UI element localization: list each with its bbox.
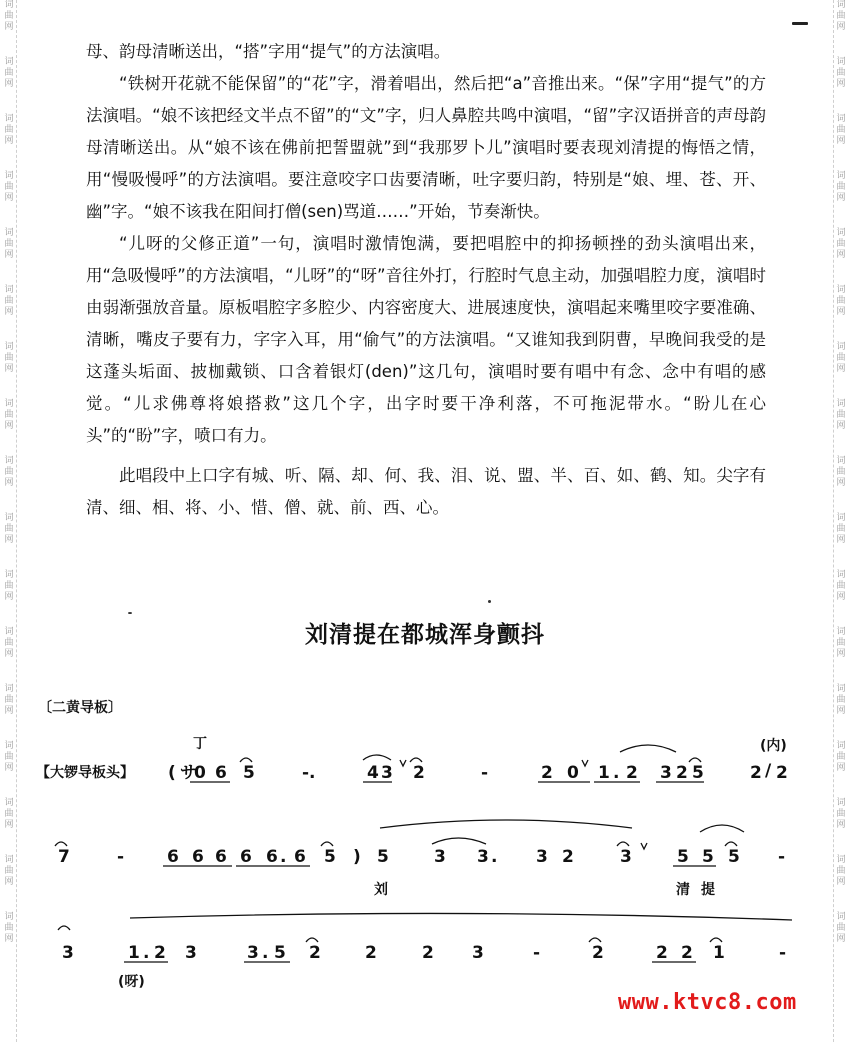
fermata — [58, 926, 70, 930]
left-margin-watermark: 词 曲 网 词 曲 网 词 曲 网 词 曲 网 词 曲 网 词 曲 网 词 曲 网 词 曲 网 词 曲 网 词 曲 网 词 曲 网 词 曲 网 词 曲 网 词 曲 网 词 曲 网 词 曲 网 词 曲 网 — [2, 0, 17, 1042]
note: 4 — [367, 763, 379, 783]
fermata — [306, 938, 318, 942]
paragraph-continued: 母、韵母清晰送出，“搭”字用“提气”的方法演唱。 — [86, 42, 451, 61]
note: 5 — [243, 763, 255, 783]
note: - — [481, 763, 489, 783]
note: 3 — [472, 943, 484, 963]
note: 3 — [620, 847, 632, 867]
fermata — [321, 842, 333, 846]
note: 5 — [677, 847, 689, 867]
fermata — [710, 938, 722, 942]
note: 6 — [167, 847, 179, 867]
note: -. — [302, 763, 316, 783]
note: . — [280, 847, 287, 867]
slur — [620, 745, 676, 752]
annotation-nei: (内) — [760, 738, 787, 754]
score-row-3 — [62, 943, 786, 963]
note: 5 — [324, 847, 336, 867]
phrase-slur — [130, 913, 792, 920]
phrase-slur — [380, 820, 632, 828]
note: 0 — [194, 763, 206, 783]
note: 2 — [541, 763, 553, 783]
song-title: 刘清提在都城浑身颤抖 — [305, 622, 545, 648]
breath-mark — [400, 760, 406, 766]
fermata — [617, 842, 629, 846]
note: . — [491, 847, 498, 867]
fermata — [689, 758, 701, 762]
annotation-ding: 丁 — [193, 736, 207, 752]
note: ) — [353, 847, 361, 867]
note: 3 — [536, 847, 548, 867]
note: 3 — [477, 847, 489, 867]
note: 2 — [154, 943, 166, 963]
note: ( — [168, 763, 176, 783]
note: - — [117, 847, 125, 867]
note: 2 — [592, 943, 604, 963]
note: 3 — [660, 763, 672, 783]
note: 2 — [681, 943, 693, 963]
breath-mark — [582, 760, 588, 766]
paragraph: “铁树开花就不能保留”的“花”字，滑着唱出，然后把“a”音推出来。“保”字用“提气”的方法演唱。“娘不该把经文半点不留”的“文”字，归人鼻腔共鸣中演唱，“留”字汉语拼音的声母韵母清晰送出。从“娘不该在佛前把誓盟就”到“我那罗卜儿”演唱时要表现刘清提的悔悟之情，用“慢吸慢呼”的方法演唱。要注意咬字口齿要清晰，吐字要归韵，特别是“娘、埋、苍、开、幽”字。“娘不该我在阳间打僧(sen)骂道……”开始，节奏渐快。 — [86, 74, 766, 221]
note: 6 — [215, 763, 227, 783]
note: 5 — [702, 847, 714, 867]
note: - — [778, 847, 786, 867]
note: 3 — [62, 943, 74, 963]
note: 2 — [562, 847, 574, 867]
note: 6 — [192, 847, 204, 867]
fermata — [55, 842, 67, 846]
paragraph: “儿呀的父修正道”一句，演唱时激情饱满，要把唱腔中的抑扬顿挫的劲头演唱出来，用“急吸慢呼”的方法演唱，“儿呀”的“呀”音往外打，行腔时气息主动，加强唱腔力度，演唱时由弱渐强放音量。原板唱腔字多腔少、内容密度大、进展速度快，演唱起来嘴里咬字要准确、清晰，嘴皮子要有力，字字入耳，用“偷气”的方法演唱。“又谁知我到阴曹，早晚间我受的是这蓬头垢面、披枷戴锁、口含着银灯(den)”这几句，演唱时要有唱中有念、念中有唱的感觉。“儿求佛尊将娘搭救”这几个字，出字时要干净利落，不可拖泥带水。“盼儿在心头”的“盼”字，喷口有力。 — [86, 234, 766, 445]
lyric-char: 刘 — [374, 882, 388, 898]
note: 1 — [713, 943, 725, 963]
note: 0 — [567, 763, 579, 783]
site-watermark-logo: www.ktvc8.com — [618, 990, 797, 1015]
lyric-char: 提 — [701, 882, 715, 898]
note: 2 — [750, 763, 762, 783]
note: 6 — [240, 847, 252, 867]
note: 1 — [128, 943, 140, 963]
note: 2 — [422, 943, 434, 963]
note: 5 — [274, 943, 286, 963]
note: 6 — [215, 847, 227, 867]
note: 1 — [598, 763, 610, 783]
note: 2 — [365, 943, 377, 963]
fermata — [240, 758, 252, 762]
note: 2 — [309, 943, 321, 963]
note: 3 — [434, 847, 446, 867]
lyric-char: 清 — [676, 882, 690, 898]
note: サ — [180, 763, 197, 783]
lyric-char: (呀) — [118, 974, 145, 990]
slur — [363, 755, 391, 760]
note: 2 — [676, 763, 688, 783]
note: . — [613, 763, 620, 783]
note: 3 — [185, 943, 197, 963]
note: 5 — [692, 763, 704, 783]
fermata — [589, 938, 601, 942]
score-row-1 — [168, 763, 788, 783]
note: . — [143, 943, 150, 963]
slur — [700, 825, 744, 832]
note: 2 — [626, 763, 638, 783]
note: 7 — [58, 847, 70, 867]
fermata — [725, 842, 737, 846]
note: 2 — [413, 763, 425, 783]
note: . — [262, 943, 269, 963]
note: 5 — [728, 847, 740, 867]
lyrics — [118, 881, 715, 990]
paragraph: 此唱段中上口字有城、听、隔、却、何、我、泪、说、盟、半、百、如、鹤、知。尖字有清、细、相、将、小、惜、僧、就、前、西、心。 — [86, 466, 766, 517]
note: 2 — [656, 943, 668, 963]
right-margin-watermark: 词 曲 网 词 曲 网 词 曲 网 词 曲 网 词 曲 网 词 曲 网 词 曲 网 词 曲 网 词 曲 网 词 曲 网 词 曲 网 词 曲 网 词 曲 网 词 曲 网 词 曲 网 词 曲 网 词 曲 网 — [833, 0, 848, 1042]
note: 3 — [247, 943, 259, 963]
score-row-2 — [58, 847, 785, 867]
note: 6 — [266, 847, 278, 867]
note: 3 — [381, 763, 393, 783]
slur — [432, 838, 486, 844]
note: 5 — [377, 847, 389, 867]
breath-mark — [641, 843, 647, 849]
fermata — [410, 758, 422, 762]
note: - — [533, 943, 541, 963]
mode-label: 〔二黄导板〕 — [38, 700, 122, 716]
note: 2 — [776, 763, 788, 783]
percussion-label: 【大锣导板头】 — [36, 765, 134, 781]
note: 6 — [294, 847, 306, 867]
note: - — [779, 943, 787, 963]
annotation-slash: / — [765, 761, 772, 781]
